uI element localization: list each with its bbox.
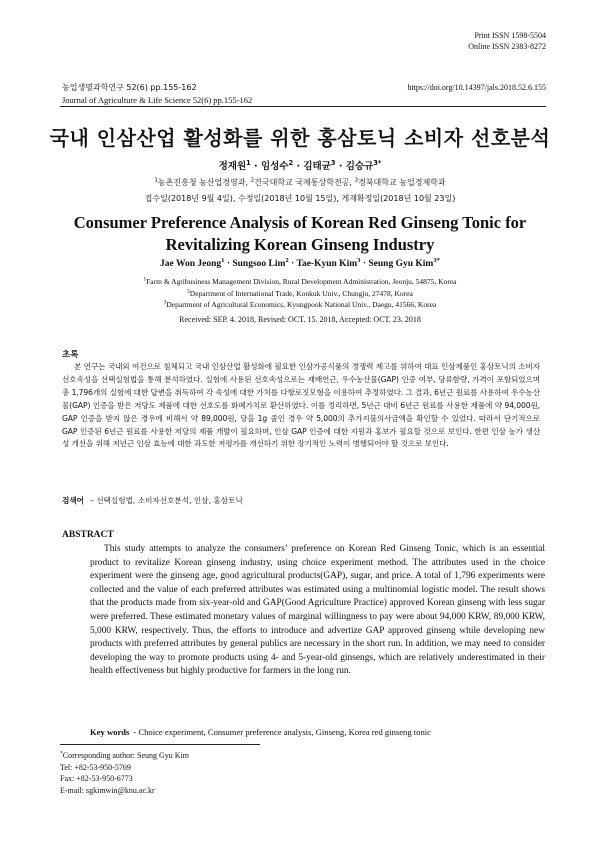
online-issn: Online ISSN 2383-8272: [468, 42, 546, 51]
keywords-en: Key words - Choice experiment, Consumer preference analysis, Ginseng, Korea red ginseng tonic: [90, 727, 431, 737]
journal-en: Journal of Agriculture & Life Science 52(6) pp.155-162: [62, 95, 253, 105]
abstract-ko-text: 본 연구는 국내외 여건으로 침체되고 국내 인삼산업 활성화에 필요한 인삼가공식품의 경쟁력 제고를 위하여 대표 인삼제품인 홍삼토닉의 소비자 선호속성을 선택실험법을 통해 분석하였다. 실험에 사용된 선호속성으로는 재배연근, 우수농산물(GAP) 인증 여부, 당류함량, 가격이 포함되었으며 총 1,796개의 실험에 대한 답변을 취득하여 각 속성에 대한 가치를 다항로짓모형을 이용하여 추정하였다. 그 결과, 6년근 원료를 사용하여 우수농산물(GAP) 인증을 받은 저당도 제품에 대한 선호도를 화폐가치로 환산하였다. 이를 정리하면, 5년근 대비 6년근 원료를 사용한 제품에 약 94,000원, GAP 인증을 받지 않은 경우에 비해서 약 89,000원, 당을 1g 줄인 경우 약 5,000의 추가지불의사금액을 확인할 수 있었다. 따라서 단기적으로 GAP 인증된 6년근 원료를 사용한 저당의 제품 개발이 필요하며, 인삼 GAP 인증에 대한 지원과 홍보가 필요할 것으로 보인다. 한편 인삼 농가 생산성 개선을 위해 저년근 인삼 효능에 대한 과도한 저평가를 개선하기 위한 장기적인 노력이 병행되어야 할 것으로 보인다.: [62, 362, 540, 449]
author-ko: 임성수: [260, 161, 289, 172]
dates-en: Received: SEP. 4. 2018, Revised: OCT. 15. 2018, Accepted: OCT. 23. 2018: [179, 315, 421, 324]
authors-en: Jae Won Jeong$^1$ · Sungsoo Lim$^2$ · Tae-Kyun Kim$^3$ · Seung Gyu Kim$^{3*}$: [160, 256, 440, 269]
fax: Fax: +82-53-950-6773: [60, 774, 133, 784]
abstract-en-text: This study attempts to analyze the consumers’ preference on Korean Red Ginseng Tonic, which is an essential product to revitalize Korean ginseng industry, using choice experiment method. The attributes used in the choice experiment were the ginseng age, good agricultural products(GAP), sugar, and price. A total of 1,796 experiments were collected and the value of each preferred attributes was estimated using a multinomial logistic model. The result shows that the products made from six-year-old and GAP(Good Agriculture Practice) approved Korean ginseng with less sugar were preferred. These estimated monetary values of marginal willingness to pay were about 94,000 KRW, 89,000 KRW, 5,000 KRW, respectively. Thus, the efforts to introduce and advertize GAP approved ginseng while developing new products with preferred attributes by general publics are necessary in the short run. In addition, we may need to consider developing the way to promote products using 4- and 5-year-old ginsengs, which are relatively underestimated in their health effectiveness but highly productive for farmers in the long run.: [90, 544, 545, 677]
keywords-ko: 검색어 – 선택실험법, 소비자선호분석, 인삼, 홍삼토닉: [62, 496, 243, 505]
title-en: Consumer Preference Analysis of Korean Red Ginseng Tonic for Revitalizing Korean Ginseng Industry: [73, 213, 527, 254]
abstract-ko-heading: 초록: [62, 350, 79, 360]
email[interactable]: E-mail: sgkimwin@knu.ac.kr: [60, 785, 155, 795]
affiliations-en: $^1$Farm & Agribusiness Management Division, Rural Development Administration, Jeonju, 54875, Korea $^2$Department of International Trade, Konkuk Univ., Chungju, 27478, Korea $^3$Department of Agricultural Economics, Kyungpook National Univ., Daegu, 41566, Korea: [143, 276, 457, 309]
title-ko: 국내 인삼산업 활성화를 위한 홍삼토닉 소비자 선호분석: [49, 126, 551, 150]
author-ko: 정재원: [218, 161, 247, 172]
print-issn: Print ISSN 1598-5504: [474, 31, 546, 40]
abstract-en-heading: ABSTRACT: [62, 530, 114, 540]
journal-ko: 농업생명과학연구 52(6) pp.155-162: [62, 83, 197, 92]
doi-link[interactable]: https://doi.org/10.14397/jals.2018.52.6.155: [407, 83, 546, 92]
authors-ko: 정재원$^1$ · 임성수$^2$ · 김태균$^3$ · 김승규$^{3*}$: [218, 158, 382, 172]
corresponding-author: Corresponding author: Seung Gyu Kim: [62, 751, 190, 760]
footnote: *Corresponding author: Seung Gyu Kim Tel: +82-53-950-5769 Fax: +82-53-950-6773 E-mail: sgkimwin@knu.ac.kr: [60, 750, 190, 795]
affiliations-ko: $^1$농촌진흥청 농산업경영과, $^2$건국대학교 국제통상학전공, $^3$경북대학교 농업경제학과: [154, 177, 446, 187]
tel: Tel: +82-53-950-5769: [60, 762, 131, 772]
footnote-rule: [60, 744, 260, 745]
header-rule: [60, 106, 546, 107]
issn-block: [468, 30, 546, 52]
dates-ko: 접수일(2018년 9월 4일), 수정일(2018년 10월 15일), 게재확정일(2018년 10월 23일): [144, 194, 456, 203]
author-ko: 김승규: [345, 161, 374, 172]
author-ko: 김태균: [303, 161, 331, 172]
